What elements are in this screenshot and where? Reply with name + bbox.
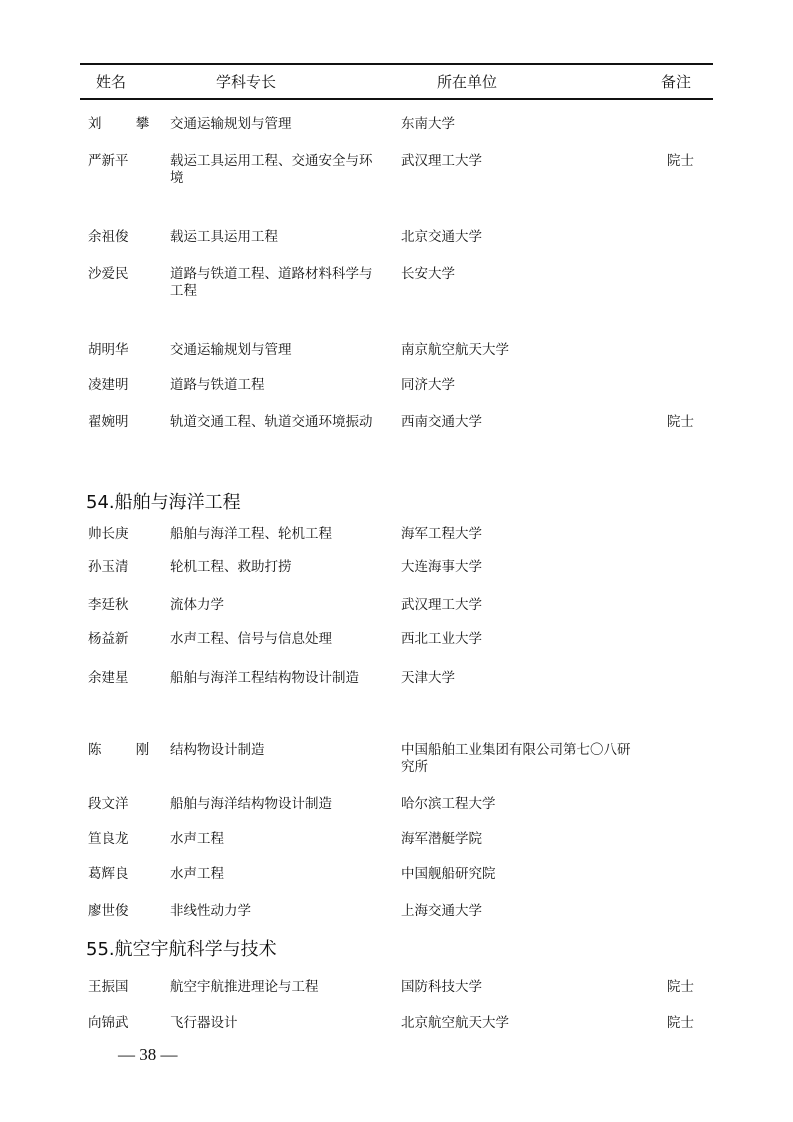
row-unit: 海军潜艇学院 [401,831,482,847]
row-specialty: 航空宇航推进理论与工程 [170,979,319,995]
row-unit: 北京航空航天大学 [401,1015,509,1031]
row-specialty: 水声工程、信号与信息处理 [170,631,332,647]
row-name: 向锦武 [88,1015,129,1031]
row-unit: 同济大学 [401,377,455,393]
row-unit: 东南大学 [401,116,455,132]
row-unit: 武汉理工大学 [401,153,482,169]
row-specialty: 交通运输规划与管理 [170,342,292,358]
row-name: 陈 刚 [88,742,165,758]
row-name: 沙爱民 [88,266,129,282]
section-title: 54.船舶与海洋工程 [86,492,241,513]
row-unit: 长安大学 [401,266,455,282]
row-name: 凌建明 [88,377,129,393]
header-name: 姓名 [96,73,127,91]
row-name: 段文洋 [88,796,129,812]
row-name: 帅长庚 [88,526,129,542]
row-specialty: 道路与铁道工程 [170,377,265,393]
row-unit: 西北工业大学 [401,631,482,647]
row-unit: 海军工程大学 [401,526,482,542]
header-unit: 所在单位 [437,73,498,91]
row-specialty: 船舶与海洋工程、轮机工程 [170,526,332,542]
header-top-rule [80,63,713,65]
row-unit: 武汉理工大学 [401,597,482,613]
row-specialty: 载运工具运用工程、交通安全与环境 [170,153,373,186]
row-name: 廖世俊 [88,903,129,919]
header-specialty: 学科专长 [216,73,277,91]
row-name: 严新平 [88,153,129,169]
row-unit: 哈尔滨工程大学 [401,796,496,812]
row-name: 胡明华 [88,342,129,358]
row-name: 刘 攀 [88,116,165,132]
row-name: 王振国 [88,979,129,995]
row-specialty: 载运工具运用工程 [170,229,278,245]
row-unit: 上海交通大学 [401,903,482,919]
row-specialty: 非线性动力学 [170,903,251,919]
row-specialty: 水声工程 [170,831,224,847]
row-specialty: 船舶与海洋工程结构物设计制造 [170,670,359,686]
row-name: 杨益新 [88,631,129,647]
row-note: 院士 [667,414,694,430]
row-name: 余建星 [88,670,129,686]
row-note: 院士 [667,153,694,169]
row-specialty: 船舶与海洋结构物设计制造 [170,796,332,812]
row-unit: 北京交通大学 [401,229,482,245]
row-unit: 大连海事大学 [401,559,482,575]
row-specialty: 道路与铁道工程、道路材料科学与工程 [170,266,373,299]
row-name: 葛辉良 [88,866,129,882]
row-name: 余祖俊 [88,229,129,245]
row-unit: 国防科技大学 [401,979,482,995]
row-note: 院士 [667,1015,694,1031]
row-note: 院士 [667,979,694,995]
row-specialty: 交通运输规划与管理 [170,116,292,132]
row-unit: 南京航空航天大学 [401,342,509,358]
section-title: 55.航空宇航科学与技术 [86,939,277,960]
row-name: 翟婉明 [88,414,129,430]
row-specialty: 轨道交通工程、轨道交通环境振动 [170,414,373,430]
row-unit: 中国船舶工业集团有限公司第七〇八研究所 [401,742,631,775]
row-name: 孙玉清 [88,559,129,575]
page-number: — 38 — [118,1045,178,1064]
row-specialty: 结构物设计制造 [170,742,265,758]
row-specialty: 水声工程 [170,866,224,882]
row-unit: 中国舰船研究院 [401,866,496,882]
row-specialty: 轮机工程、救助打捞 [170,559,292,575]
row-specialty: 流体力学 [170,597,224,613]
header-bottom-rule [80,98,713,100]
row-unit: 天津大学 [401,670,455,686]
row-name: 笪良龙 [88,831,129,847]
header-note: 备注 [661,73,692,91]
row-specialty: 飞行器设计 [170,1015,238,1031]
row-name: 李廷秋 [88,597,129,613]
row-unit: 西南交通大学 [401,414,482,430]
